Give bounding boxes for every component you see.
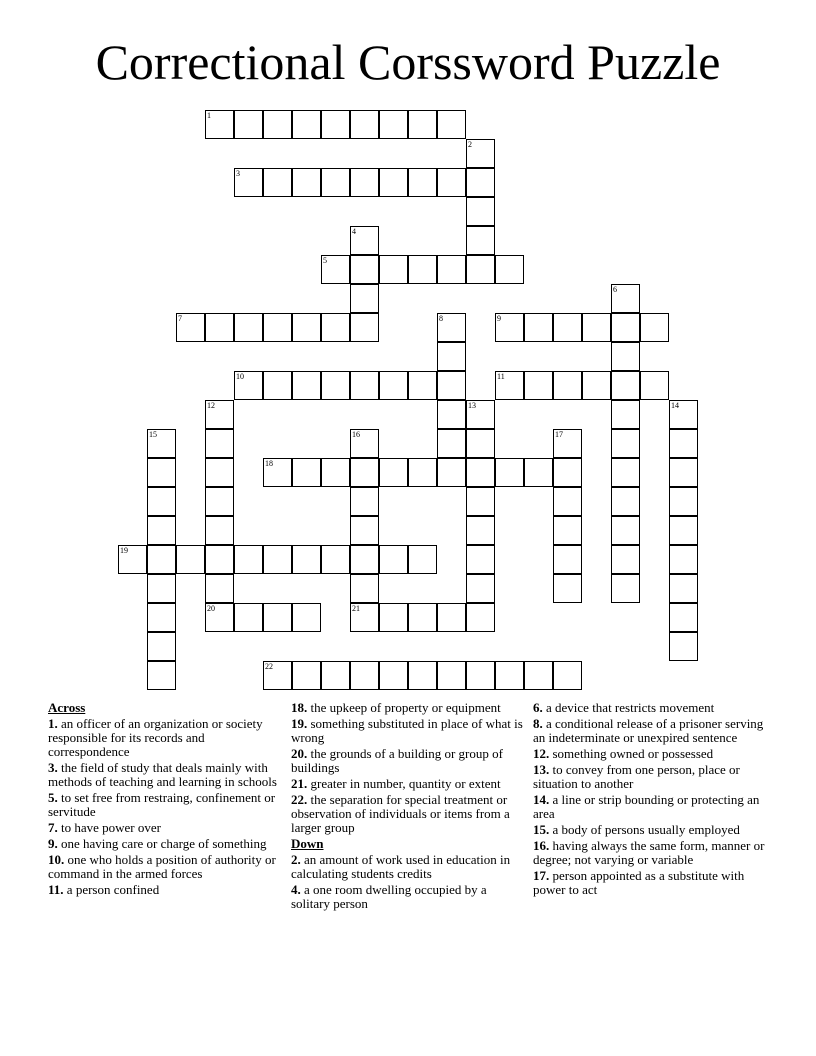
grid-cell[interactable] — [466, 661, 495, 690]
grid-cell[interactable] — [553, 371, 582, 400]
grid-cell[interactable] — [495, 661, 524, 690]
grid-cell[interactable] — [611, 545, 640, 574]
grid-cell[interactable] — [408, 603, 437, 632]
grid-cell[interactable] — [408, 110, 437, 139]
grid-cell[interactable] — [379, 603, 408, 632]
grid-cell[interactable] — [669, 487, 698, 516]
clue-down-17: 17. person appointed as a substitute with power to act — [533, 868, 745, 897]
clue-number: 2 — [468, 140, 472, 149]
grid-cell[interactable] — [292, 110, 321, 139]
grid-cell[interactable] — [524, 313, 553, 342]
grid-cell[interactable] — [147, 516, 176, 545]
grid-cell[interactable] — [408, 255, 437, 284]
grid-cell[interactable] — [292, 603, 321, 632]
grid-cell[interactable] — [205, 545, 234, 574]
grid-cell[interactable] — [437, 168, 466, 197]
grid-cell[interactable] — [234, 110, 263, 139]
grid-cell[interactable] — [379, 255, 408, 284]
grid-cell[interactable] — [263, 110, 292, 139]
grid-cell[interactable] — [321, 110, 350, 139]
grid-cell[interactable] — [495, 255, 524, 284]
grid-cell[interactable] — [553, 545, 582, 574]
grid-cell[interactable] — [205, 487, 234, 516]
grid-cell[interactable] — [350, 255, 379, 284]
grid-cell[interactable] — [611, 487, 640, 516]
clue-across-5: 5. to set free from restraing, confinement or servitude — [48, 790, 276, 819]
grid-cell[interactable] — [292, 313, 321, 342]
grid-cell[interactable] — [292, 661, 321, 690]
clue-across-7: 7. to have power over — [48, 820, 161, 835]
grid-cell[interactable] — [553, 661, 582, 690]
grid-cell[interactable] — [379, 110, 408, 139]
grid-cell[interactable] — [263, 313, 292, 342]
grid-cell[interactable] — [611, 342, 640, 371]
grid-cell[interactable] — [408, 371, 437, 400]
grid-cell[interactable] — [466, 574, 495, 603]
grid-cell[interactable] — [553, 487, 582, 516]
grid-cell[interactable] — [437, 429, 466, 458]
grid-cell[interactable] — [582, 313, 611, 342]
grid-cell[interactable] — [437, 661, 466, 690]
clue-down-6: 6. a device that restricts movement — [533, 700, 715, 715]
grid-cell[interactable] — [466, 168, 495, 197]
grid-cell[interactable] — [350, 516, 379, 545]
grid-cell[interactable] — [234, 603, 263, 632]
clue-across-20: 20. the grounds of a building or group of buildings — [291, 746, 503, 775]
clue-down-12: 12. something owned or possessed — [533, 746, 714, 761]
grid-cell[interactable] — [205, 516, 234, 545]
clue-number: 15 — [149, 430, 157, 439]
clue-number: 9 — [497, 314, 501, 323]
grid-cell[interactable] — [350, 371, 379, 400]
clue-number: 17 — [555, 430, 563, 439]
grid-cell[interactable] — [466, 255, 495, 284]
grid-cell[interactable] — [147, 545, 176, 574]
grid-cell[interactable] — [234, 313, 263, 342]
clue-number: 1 — [207, 111, 211, 120]
grid-cell[interactable] — [147, 487, 176, 516]
clue-number: 6 — [613, 285, 617, 294]
clue-number: 14 — [671, 401, 679, 410]
grid-cell[interactable] — [524, 458, 553, 487]
grid-cell[interactable] — [437, 603, 466, 632]
grid-cell[interactable] — [553, 458, 582, 487]
grid-cell[interactable] — [669, 574, 698, 603]
clue-across-10: 10. one who holds a position of authority or command in the armed forces — [48, 852, 276, 881]
grid-cell[interactable] — [205, 574, 234, 603]
clue-down-16: 16. having always the same form, manner or degree; not varying or variable — [533, 838, 765, 867]
grid-cell[interactable] — [350, 313, 379, 342]
clue-number: 4 — [352, 227, 356, 236]
grid-cell[interactable] — [147, 458, 176, 487]
clue-across-1: 1. an officer of an organization or society responsible for its records and correspondence — [48, 716, 263, 759]
clue-column-3 — [533, 701, 769, 899]
clue-number: 13 — [468, 401, 476, 410]
grid-cell[interactable] — [408, 661, 437, 690]
grid-cell[interactable] — [669, 545, 698, 574]
grid-cell[interactable] — [669, 458, 698, 487]
grid-cell[interactable] — [466, 226, 495, 255]
clue-across-21: 21. greater in number, quantity or extent — [291, 776, 501, 791]
grid-cell[interactable] — [350, 458, 379, 487]
grid-cell[interactable] — [466, 197, 495, 226]
grid-cell[interactable] — [379, 371, 408, 400]
grid-cell[interactable] — [263, 545, 292, 574]
grid-cell[interactable] — [205, 313, 234, 342]
clue-down-4: 4. a one room dwelling occupied by a solitary person — [291, 882, 487, 911]
grid-cell[interactable] — [437, 400, 466, 429]
grid-cell[interactable] — [466, 516, 495, 545]
grid-cell[interactable] — [524, 661, 553, 690]
grid-cell[interactable] — [176, 545, 205, 574]
clue-number: 8 — [439, 314, 443, 323]
clue-across-22: 22. the separation for special treatment or observation of individuals or items from a larger group — [291, 792, 510, 835]
grid-cell[interactable] — [321, 168, 350, 197]
clue-across-3: 3. the field of study that deals mainly with methods of teaching and learning in schools — [48, 760, 277, 789]
grid-cell[interactable] — [640, 371, 669, 400]
clue-down-15: 15. a body of persons usually employed — [533, 822, 740, 837]
grid-cell[interactable] — [408, 458, 437, 487]
grid-cell[interactable] — [669, 429, 698, 458]
grid-cell[interactable] — [611, 429, 640, 458]
grid-cell[interactable] — [292, 545, 321, 574]
grid-cell[interactable] — [611, 458, 640, 487]
grid-cell[interactable] — [408, 168, 437, 197]
grid-cell[interactable] — [611, 574, 640, 603]
clue-across-9: 9. one having care or charge of something — [48, 836, 267, 851]
grid-cell[interactable] — [669, 632, 698, 661]
clue-number: 22 — [265, 662, 273, 671]
grid-cell[interactable] — [437, 371, 466, 400]
grid-cell[interactable] — [495, 458, 524, 487]
grid-cell[interactable] — [147, 632, 176, 661]
clue-column-2 — [291, 701, 527, 913]
clue-across-11: 11. a person confined — [48, 882, 160, 897]
clue-number: 16 — [352, 430, 360, 439]
grid-cell[interactable] — [553, 516, 582, 545]
clue-down-13: 13. to convey from one person, place or situation to another — [533, 762, 740, 791]
grid-cell[interactable] — [379, 545, 408, 574]
grid-cell[interactable] — [437, 342, 466, 371]
grid-cell[interactable] — [292, 168, 321, 197]
grid-cell[interactable] — [205, 458, 234, 487]
grid-cell[interactable] — [611, 400, 640, 429]
grid-cell[interactable] — [321, 313, 350, 342]
grid-cell[interactable] — [379, 458, 408, 487]
grid-cell[interactable] — [553, 313, 582, 342]
clue-number: 12 — [207, 401, 215, 410]
clue-down-2: 2. an amount of work used in education in calculating students credits — [291, 852, 511, 881]
grid-cell[interactable] — [408, 545, 437, 574]
clue-number: 20 — [207, 604, 215, 613]
grid-cell[interactable] — [611, 313, 640, 342]
grid-cell[interactable] — [350, 284, 379, 313]
grid-cell[interactable] — [379, 661, 408, 690]
grid-cell[interactable] — [350, 545, 379, 574]
grid-cell[interactable] — [466, 603, 495, 632]
down-heading: Down — [291, 836, 324, 851]
grid-cell[interactable] — [437, 458, 466, 487]
grid-cell[interactable] — [466, 487, 495, 516]
grid-cell[interactable] — [611, 516, 640, 545]
grid-cell[interactable] — [147, 574, 176, 603]
grid-cell[interactable] — [350, 168, 379, 197]
clue-number: 5 — [323, 256, 327, 265]
clue-number: 7 — [178, 314, 182, 323]
grid-cell[interactable] — [669, 516, 698, 545]
grid-cell[interactable] — [321, 371, 350, 400]
grid-cell[interactable] — [321, 661, 350, 690]
clue-number: 11 — [497, 372, 505, 381]
clue-number: 10 — [236, 372, 244, 381]
grid-cell[interactable] — [379, 168, 408, 197]
grid-cell[interactable] — [466, 429, 495, 458]
grid-cell[interactable] — [147, 603, 176, 632]
grid-cell[interactable] — [350, 574, 379, 603]
grid-cell[interactable] — [669, 603, 698, 632]
grid-cell[interactable] — [147, 661, 176, 690]
grid-cell[interactable] — [350, 487, 379, 516]
grid-cell[interactable] — [350, 110, 379, 139]
grid-cell[interactable] — [321, 545, 350, 574]
grid-cell[interactable] — [611, 371, 640, 400]
grid-cell[interactable] — [234, 545, 263, 574]
clue-down-14: 14. a line or strip bounding or protecting an area — [533, 792, 760, 821]
clue-number: 19 — [120, 546, 128, 555]
clue-number: 18 — [265, 459, 273, 468]
clue-number: 3 — [236, 169, 240, 178]
clue-down-8: 8. a conditional release of a prisoner serving an indeterminate or unexpired sentence — [533, 716, 764, 745]
clue-number: 21 — [352, 604, 360, 613]
across-heading: Across — [48, 700, 86, 715]
grid-cell[interactable] — [205, 429, 234, 458]
grid-cell[interactable] — [263, 168, 292, 197]
clue-column-1 — [48, 701, 284, 899]
clue-across-19: 19. something substituted in place of what is wrong — [291, 716, 523, 745]
grid-cell[interactable] — [582, 371, 611, 400]
grid-cell[interactable] — [437, 255, 466, 284]
grid-cell[interactable] — [466, 458, 495, 487]
grid-cell[interactable] — [292, 458, 321, 487]
grid-cell[interactable] — [292, 371, 321, 400]
grid-cell[interactable] — [321, 458, 350, 487]
grid-cell[interactable] — [263, 371, 292, 400]
grid-cell[interactable] — [437, 110, 466, 139]
puzzle-title: Correctional Corssword Puzzle — [95, 34, 721, 90]
grid-cell[interactable] — [263, 603, 292, 632]
grid-cell[interactable] — [350, 661, 379, 690]
clue-across-18: 18. the upkeep of property or equipment — [291, 700, 501, 715]
grid-cell[interactable] — [553, 574, 582, 603]
grid-cell[interactable] — [466, 545, 495, 574]
grid-cell[interactable] — [640, 313, 669, 342]
grid-cell[interactable] — [524, 371, 553, 400]
